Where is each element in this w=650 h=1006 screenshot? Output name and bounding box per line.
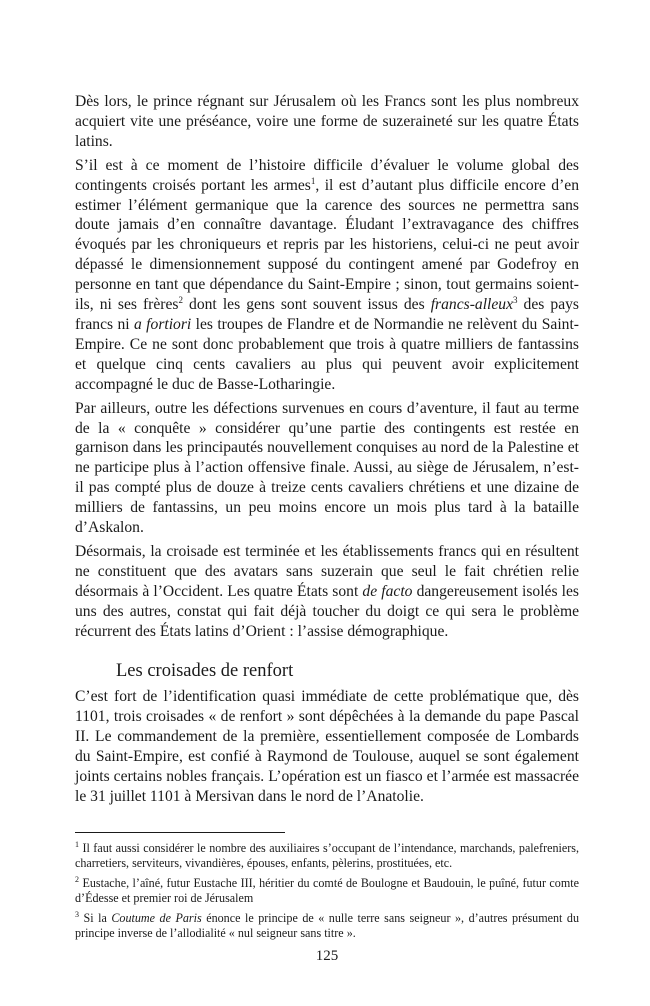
footnote <box>75 841 579 872</box>
text-run: énonce le principe de « nulle terre sans seigneur », d’autres présument du principe inverse de l’allodialité « nul seigneur sans titre ». <box>75 910 580 941</box>
paragraph <box>75 156 579 395</box>
italic-text: de facto <box>362 582 413 600</box>
italic-text: francs-alleux <box>430 296 513 314</box>
footnote-separator <box>75 832 285 833</box>
paragraph <box>75 687 579 806</box>
footnote-marker: 3 <box>513 294 518 305</box>
text-run: , il est d’autant plus difficile encore d’en estimer l’élément germanique que la carence des sources ne permettra sans doute jamais d’en connaître davantage. Éludant l’extravagance des chiffres évoqués par les chroniqueurs et repris par les historiens, celui-ci ne peut avoir dépassé le dimensionnement supposé du contingent amené par Godefroy en personne en tant que dépendance du Saint-Empire ; sinon, tout germains soient-ils, ni ses frères <box>75 176 580 314</box>
text-run: les troupes de Flandre et de Normandie ne relèvent du Saint-Empire. Ce ne sont donc probablement que trois à quatre milliers de fantassins et quelque cinq cents cavaliers au plus qui peuvent avoir explicitement accompagné le duc de Basse-Lotharingie. <box>75 315 579 393</box>
text-run: des pays francs ni <box>75 296 579 333</box>
footnote <box>75 876 579 907</box>
text-run: Par ailleurs, outre les défections survenues en cours d’aventure, il faut au terme de la « conquête » considérer qu’une partie des contingents est restée en garnison dans les principautés nouvellement conquises au nord de la Palestine et ne participe plus à l’action offensive finale. Aussi, au siège de Jérusalem, n’est-il pas compté plus de douze à treize cents cavaliers chrétiens et une dizaine de milliers de fantassins, un peu moins encore un mois plus tard à la bataille d’Askalon. <box>75 399 579 537</box>
footnote-marker: 1 <box>310 175 316 186</box>
paragraph <box>75 399 579 538</box>
footnote-marker: 2 <box>75 874 79 884</box>
text-run: Eustache, l’aîné, futur Eustache III, héritier du comté de Boulogne et Baudouin, le puîné, futur comte d’Édesse et premier roi de Jérusalem <box>75 875 579 906</box>
footnote-marker: 3 <box>75 909 79 919</box>
text-run: C’est fort de l’identification quasi immédiate de cette problématique que, dès 1101, trois croisades « de renfort » sont dépêchées à la demande du pape Pascal II. Le commandement de la première, essentiellement composée de Lombards du Saint-Empire, est confié à Raymond de Toulouse, auquel se sont également joints certains nobles français. L’opération est un fiasco et l’armée est massacrée le 31 juillet 1101 à Mersivan dans le nord de l’Anatolie. <box>75 688 579 805</box>
text-run: Dès lors, le prince régnant sur Jérusalem où les Francs sont les plus nombreux acquiert vite une préséance, voire une forme de suzeraineté sur les quatre États latins. <box>75 93 579 150</box>
text-run: dont les gens sont souvent issus des <box>182 296 431 314</box>
footnote-marker: 2 <box>178 294 183 305</box>
page-number: 125 <box>315 947 339 964</box>
text-run: S’il est à ce moment de l’histoire difficile d’évaluer le volume global des contingents croisés portant les armes <box>75 156 579 194</box>
footnote <box>75 911 579 942</box>
text-run: Il faut aussi considérer le nombre des auxiliaires s’occupant de l’intendance, marchands, palefreniers, charretiers, serviteurs, vivandières, épouses, enfants, pèlerins, prostituées, etc. <box>75 840 579 871</box>
italic-text: a fortiori <box>134 315 192 333</box>
text-run: dangereusement isolés les uns des autres, constat qui fait déjà toucher du doigt ce qui sera le problème récurrent des États latins d’Orient : l’assise démographique. <box>75 582 579 640</box>
text-run: Désormais, la croisade est terminée et les établissements francs qui en résultent ne constituent que des avatars sans suzerain que seul le fait chrétien relie désormais à l’Occident. Les quatre États sont <box>75 542 579 600</box>
paragraph <box>75 542 579 642</box>
footnotes <box>75 841 579 942</box>
text-run: Si la <box>79 910 112 925</box>
section-heading: Les croisades de renfort <box>116 661 294 682</box>
italic-text: Coutume de Paris <box>111 910 202 925</box>
section-body-text <box>75 687 579 806</box>
book-page <box>75 92 579 965</box>
body-text <box>75 92 579 641</box>
footnote-marker: 1 <box>75 839 79 849</box>
paragraph <box>75 92 579 152</box>
